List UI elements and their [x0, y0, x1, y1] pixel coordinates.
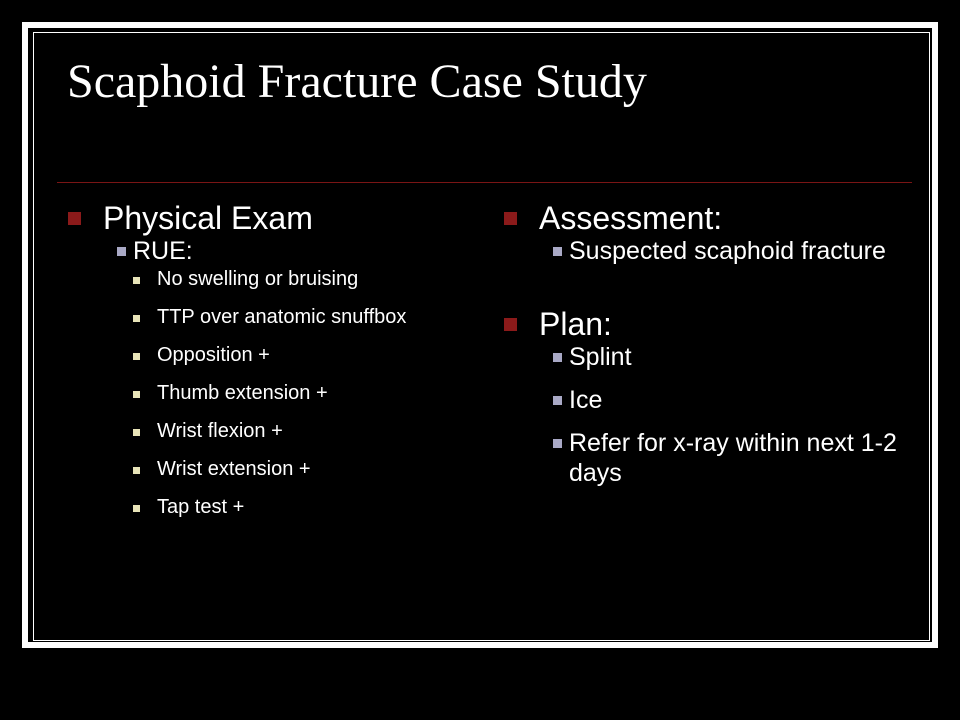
bullet-plan: [504, 306, 904, 488]
plan-text: Splint: [569, 343, 632, 371]
square-bullet-icon: [553, 247, 562, 256]
bullet-rue: [103, 236, 488, 520]
plan-item: [539, 342, 904, 372]
plan-sublist: [539, 342, 904, 488]
finding-text: Opposition +: [157, 344, 270, 366]
finding-item: [133, 380, 488, 406]
square-bullet-icon: [117, 247, 126, 256]
bullet-text: Physical Exam: [103, 200, 313, 236]
square-bullet-icon: [553, 439, 562, 448]
assessment-item: [539, 236, 904, 266]
square-bullet-icon: [133, 353, 140, 360]
bullet-physical-exam: [68, 200, 488, 520]
left-column: [68, 200, 488, 536]
square-bullet-icon: [68, 212, 81, 225]
finding-item: [133, 456, 488, 482]
plan-text: Refer for x-ray within next 1-2 days: [569, 429, 897, 487]
finding-text: Thumb extension +: [157, 382, 328, 404]
finding-text: Wrist flexion +: [157, 420, 283, 442]
square-bullet-icon: [133, 467, 140, 474]
plan-text: Ice: [569, 386, 603, 414]
finding-item: [133, 304, 488, 330]
finding-item: [133, 418, 488, 444]
finding-text: No swelling or bruising: [157, 268, 359, 290]
square-bullet-icon: [553, 396, 562, 405]
finding-text: TTP over anatomic snuffbox: [157, 306, 407, 328]
plan-item: [539, 428, 904, 488]
finding-item: [133, 342, 488, 368]
bullet-text: RUE:: [133, 237, 193, 265]
square-bullet-icon: [133, 315, 140, 322]
bullet-text: Assessment:: [539, 200, 723, 236]
rue-findings-list: [133, 266, 488, 520]
square-bullet-icon: [133, 391, 140, 398]
finding-text: Tap test +: [157, 496, 245, 518]
plan-item: [539, 385, 904, 415]
finding-item: [133, 494, 488, 520]
physical-exam-sublist: [103, 236, 488, 520]
bullet-assessment: [504, 200, 904, 266]
assessment-sublist: [539, 236, 904, 266]
finding-item: [133, 266, 488, 292]
square-bullet-icon: [133, 429, 140, 436]
title-divider: [57, 182, 912, 183]
square-bullet-icon: [553, 353, 562, 362]
bullet-text: Plan:: [539, 306, 612, 342]
right-column: [504, 200, 904, 504]
square-bullet-icon: [504, 318, 517, 331]
square-bullet-icon: [133, 277, 140, 284]
slide-title: Scaphoid Fracture Case Study: [67, 55, 647, 108]
assessment-text: Suspected scaphoid fracture: [569, 237, 886, 265]
finding-text: Wrist extension +: [157, 458, 311, 480]
square-bullet-icon: [133, 505, 140, 512]
square-bullet-icon: [504, 212, 517, 225]
